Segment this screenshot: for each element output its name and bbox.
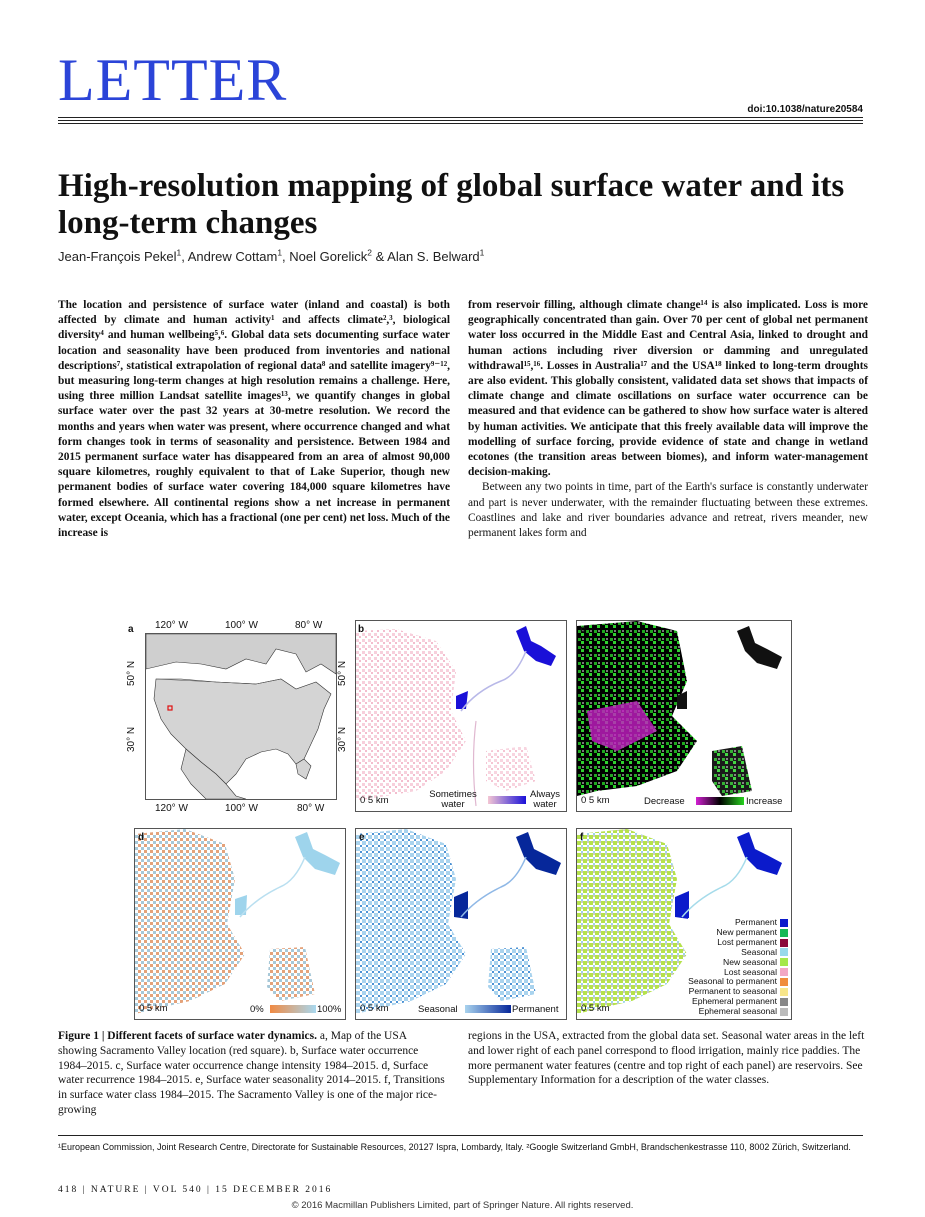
author-name[interactable]: Jean-François Pekel xyxy=(58,249,177,264)
panel-b-left-tick: 50° N xyxy=(337,660,348,686)
legend-swatch xyxy=(780,1008,788,1016)
figure-caption-right: regions in the USA, extracted from the global data set. Seasonal water areas in the left and lower right of each panel correspond to flood irrigation, mainly rice paddies. The more permanent water features (centre and top right of each panel) are reservoirs. See Supplementary Information for a description of the water classes. xyxy=(468,1030,865,1087)
panel-b-scale-bar: 0 5 km xyxy=(360,795,389,806)
panel-b-legend-low: Sometimes water xyxy=(429,789,477,810)
journal-section-label: LETTER xyxy=(58,47,288,113)
body-paragraph: Between any two points in time, part of the Earth's surface is constantly underwater and part is never underwater, with the remainder fluctuating between these extremes. Coastlines and lake and river boundaries advance and retreat, rivers meander, new permanent lakes form and xyxy=(468,481,868,540)
panel-b-left-tick: 30° N xyxy=(337,726,348,752)
legend-item-label: Ephemeral permanent xyxy=(691,996,777,1007)
panel-d-colorbar xyxy=(270,1005,316,1013)
legend-item-label: New permanent xyxy=(716,926,777,937)
panel-a-bottom-tick: 120° W xyxy=(155,803,188,814)
figure-caption-text: a, Map of the USA showing Sacramento Valley location (red square). b, Surface water occurrence 1984–2015. c, Surface water occurrence change intensity 1984–2015. d, Surface water recurrence 1984–2015. e, Surface water seasonality 2014–2015. f, Transitions in surface water class 1984–2015. The Sacramento Valley is one of the major rice-growing xyxy=(58,1030,445,1116)
legend-swatch xyxy=(780,929,788,937)
panel-e-colorbar xyxy=(465,1005,511,1013)
panel-b-colorbar xyxy=(488,796,526,804)
panel-d-recurrence-map xyxy=(134,828,346,1020)
author-separator: , xyxy=(282,249,290,264)
author-affiliation: 2 xyxy=(367,247,372,258)
panel-a-label: a xyxy=(128,624,134,635)
recurrence-map-graphic xyxy=(135,829,345,1019)
panel-e-label: e xyxy=(359,832,365,843)
author-affiliation: 1 xyxy=(277,247,283,258)
figure-caption-left xyxy=(58,1029,448,1118)
panel-f-label: f xyxy=(580,832,584,843)
change-intensity-map-graphic xyxy=(577,621,791,811)
article-title: High-resolution mapping of global surface water and its long-term changes xyxy=(58,168,845,241)
abstract-text-right: from reservoir filling, although climate change¹⁴ is also implicated. Loss is more geographically concentrated than gain. Over 70 per cent of global net permanent water loss occurred in the Middle East and Central Asia, linked to drought and human actions including river diversion or damming and unregulated withdrawal¹⁵,¹⁶. Losses in Australia¹⁷ and the USA¹⁸ linked to long-term droughts are also evident. This globally consistent, validated data set shows that impacts of climate change and climate oscillations on surface water occurrence can be measured and that evidence can be gathered to show how surface water is altered by human activities. We anticipate that this freely available data will improve the modelling of surface forcing, provide evidence of state and change in wetland ecotones (the transition areas between biomes), and inform water-management decision-making. xyxy=(468,299,868,479)
legend-item-label: Seasonal xyxy=(741,946,777,957)
panel-f-legend xyxy=(688,918,788,1017)
occurrence-map-graphic xyxy=(356,621,566,811)
author-separator: & xyxy=(371,249,388,264)
panel-e-legend-low: Seasonal xyxy=(418,1004,458,1015)
abstract-left-column xyxy=(58,298,450,541)
panel-a-top-tick: 80° W xyxy=(295,620,323,631)
legend-swatch xyxy=(780,939,788,947)
legend-item-label: Permanent xyxy=(734,917,777,927)
panel-a-top-tick: 100° W xyxy=(225,620,258,631)
legend-swatch xyxy=(780,919,788,927)
author-affiliation: 1 xyxy=(479,247,485,258)
panel-e-scale-bar: 0 5 km xyxy=(360,1003,389,1014)
copyright-notice: © 2016 Macmillan Publishers Limited, part of Springer Nature. All rights reserved. xyxy=(291,1200,634,1211)
panel-b-label: b xyxy=(358,624,365,635)
header-rule-3 xyxy=(58,123,863,124)
legend-item-label: Lost permanent xyxy=(717,936,777,947)
abstract-right-column xyxy=(468,298,868,541)
usa-map-graphic xyxy=(146,634,336,799)
header-rule-2 xyxy=(58,120,863,121)
legend-item xyxy=(688,1007,788,1017)
author-name[interactable]: Noel Gorelick xyxy=(289,249,368,264)
panel-a-bottom-tick: 100° W xyxy=(225,803,258,814)
panel-e-seasonality-map xyxy=(355,828,567,1020)
panel-b-legend-high: Always water xyxy=(529,789,561,810)
panel-e-legend-high: Permanent xyxy=(512,1004,559,1015)
panel-c-label: c xyxy=(580,624,586,635)
figure-caption-label: Figure 1 | Different facets of surface water dynamics. xyxy=(58,1030,317,1042)
panel-a-left-tick: 30° N xyxy=(126,726,137,752)
panel-d-scale-bar: 0 5 km xyxy=(139,1003,168,1014)
legend-swatch xyxy=(780,948,788,956)
legend-item-label: Seasonal to permanent xyxy=(688,976,777,987)
panel-c-colorbar xyxy=(696,797,744,805)
panel-c-scale-bar: 0 5 km xyxy=(581,795,610,806)
panel-f-scale-bar: 0 5 km xyxy=(581,1003,610,1014)
author-name[interactable]: Alan S. Belward xyxy=(387,249,480,264)
legend-item-label: Permanent to seasonal xyxy=(688,986,777,997)
legend-swatch xyxy=(780,988,788,996)
author-affiliation: 1 xyxy=(176,247,182,258)
legend-swatch xyxy=(780,978,788,986)
panel-a-left-tick: 50° N xyxy=(126,660,137,686)
panel-c-legend-low: Decrease xyxy=(644,796,685,807)
page-info: 418 | NATURE | VOL 540 | 15 DECEMBER 2016 xyxy=(58,1185,333,1195)
affiliations-footnote: ¹European Commission, Joint Research Centre, Directorate for Sustainable Resources, 20127 Ispra, Lombardy, Italy. ²Google Switzerland GmbH, Brandschenkestrasse 110, 8002 Zürich, Switzerland. xyxy=(58,1142,851,1152)
panel-a-map xyxy=(145,633,337,800)
panel-d-legend-low: 0% xyxy=(250,1004,264,1015)
abstract-text-left: The location and persistence of surface water (inland and coastal) is both affected by climate and human activity¹ and affects climate²,³, biological diversity⁴ and human wellbeing⁵,⁶. Global data sets documenting surface water location and seasonality have been produced from inventories and national descriptions⁷, statistical extrapolation of regional data⁸ and satellite imagery⁹⁻¹², but measuring long-term changes at high resolution remains a challenge. Here, using three million Landsat satellite images¹³, we quantify changes in global surface water over the past 32 years at 30-metre resolution. We record the months and years when water was present, where occurrence changed and what form changes took in terms of seasonality and persistence. Between 1984 and 2015 permanent surface water has disappeared from an area of almost 90,000 square kilometres, roughly equivalent to that of Lake Superior, though new permanent bodies of surface water covering 184,000 square kilometres have formed elsewhere. All continental regions show a net increase in permanent water, except Oceania, which has a fractional (one per cent) net loss. Much of the increase is xyxy=(58,299,450,540)
author-list xyxy=(58,249,484,264)
author-separator: , xyxy=(181,249,188,264)
panel-d-label: d xyxy=(138,832,145,843)
legend-item-label: Lost seasonal xyxy=(723,966,777,977)
seasonality-map-graphic xyxy=(356,829,566,1019)
panel-c-change-map xyxy=(576,620,792,812)
legend-swatch xyxy=(780,998,788,1006)
legend-item-label: Ephemeral seasonal xyxy=(698,1006,777,1017)
panel-c-legend-high: Increase xyxy=(746,796,783,807)
legend-item-label: New seasonal xyxy=(723,956,777,967)
legend-swatch xyxy=(780,968,788,976)
panel-b-occurrence-map xyxy=(355,620,567,812)
panel-d-legend-high: 100% xyxy=(317,1004,342,1015)
doi-link[interactable]: doi:10.1038/nature20584 xyxy=(747,104,863,115)
author-name[interactable]: Andrew Cottam xyxy=(187,249,278,264)
header-rule-1 xyxy=(58,117,863,118)
legend-swatch xyxy=(780,958,788,966)
panel-a-bottom-tick: 80° W xyxy=(297,803,325,814)
panel-a-top-tick: 120° W xyxy=(155,620,188,631)
footnote-rule xyxy=(58,1135,863,1136)
